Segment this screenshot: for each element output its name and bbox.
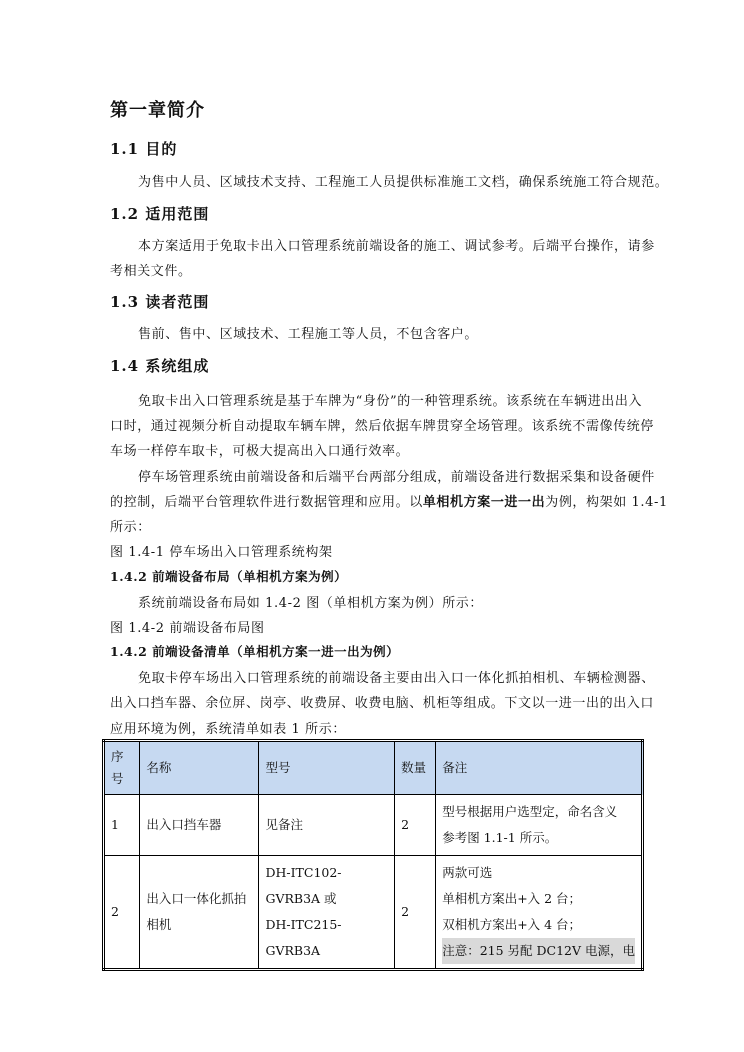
- paragraph-line: 所示：: [110, 520, 151, 535]
- section-1-3-title: 1.3 读者范围: [110, 293, 210, 311]
- section-1-4-2-list-title: 1.4.2 前端设备清单（单相机方案一进一出为例）: [110, 644, 400, 659]
- equipment-table: [102, 739, 644, 971]
- figure-caption: 图 1.4-1 停车场出入口管理系统构架: [110, 545, 333, 560]
- note-line: 双相机方案出+入 4 台；: [442, 917, 582, 932]
- paragraph-line: [110, 491, 668, 510]
- cell-no: 1: [104, 795, 140, 856]
- note-line: 型号根据用户选型定，命名含义: [442, 804, 618, 819]
- section-1-4-title: 1.4 系统组成: [110, 357, 210, 375]
- cell-note: [436, 856, 643, 970]
- paragraph-line: 免取卡出入口管理系统是基于车牌为“身份”的一种管理系统。该系统在车辆进出出入: [138, 394, 643, 409]
- paragraph-line: 车场一样停车取卡，可极大提高出入口通行效率。: [110, 444, 410, 459]
- cell-name: 出入口一体化抓拍相机: [140, 856, 259, 970]
- cell-model: [259, 856, 395, 970]
- section-1-4-2-layout-title: 1.4.2 前端设备布局（单相机方案为例）: [110, 569, 348, 584]
- paragraph-line: 口时，通过视频分析自动提取车辆车牌，然后依据车牌贯穿全场管理。该系统不需像传统停: [110, 419, 655, 434]
- table-header-row: [104, 741, 643, 795]
- header-note: 备注: [436, 741, 643, 795]
- text-segment: 的控制，后端平台管理软件进行数据管理和应用。以: [110, 495, 423, 510]
- paragraph-line: 为售中人员、区域技术支持、工程施工人员提供标准施工文档，确保系统施工符合规范。: [138, 175, 669, 190]
- paragraph-line: 售前、售中、区域技术、工程施工等人员，不包含客户。: [138, 327, 479, 342]
- model-line: DH-ITC102-GVRB3A 或: [265, 865, 342, 906]
- header-model: 型号: [259, 741, 395, 795]
- cell-no: 2: [104, 856, 140, 970]
- chapter-title: 第一章简介: [110, 100, 205, 121]
- section-1-2-title: 1.2 适用范围: [110, 205, 210, 223]
- header-no: 序号: [104, 741, 140, 795]
- section-1-1-title: 1.1 目的: [110, 140, 178, 158]
- note-line: 两款可选: [442, 865, 493, 880]
- note-line: 单相机方案出+入 2 台；: [442, 891, 582, 906]
- paragraph-line: 出入口挡车器、余位屏、岗亭、收费屏、收费电脑、机柜等组成。下文以一进一出的出入口: [110, 696, 655, 711]
- paragraph-line: 停车场管理系统由前端设备和后端平台两部分组成，前端设备进行数据采集和设备硬件: [138, 470, 655, 485]
- paragraph-line: 免取卡停车场出入口管理系统的前端设备主要由出入口一体化抓拍相机、车辆检测器、: [138, 671, 655, 686]
- model-line: DH-ITC215-GVRB3A: [265, 917, 342, 958]
- bold-text: 单相机方案一进一出: [422, 495, 546, 510]
- header-name: 名称: [140, 741, 259, 795]
- note-highlight: 注意：215 另配 DC12V 电源，电: [442, 938, 635, 964]
- paragraph-line: 系统前端设备布局如 1.4-2 图（单相机方案为例）所示：: [138, 596, 484, 611]
- paragraph-line: 本方案适用于免取卡出入口管理系统前端设备的施工、调试参考。后端平台操作，请参: [138, 239, 655, 254]
- table-row: [104, 795, 643, 856]
- figure-caption: 图 1.4-2 前端设备布局图: [110, 621, 265, 636]
- cell-qty: 2: [395, 856, 436, 970]
- note-line: 参考图 1.1-1 所示。: [442, 830, 558, 845]
- cell-qty: 2: [395, 795, 436, 856]
- header-qty: 数量: [395, 741, 436, 795]
- table-row: [104, 856, 643, 970]
- paragraph-line: 应用环境为例，系统清单如表 1 所示：: [110, 722, 346, 737]
- cell-note: [436, 795, 643, 856]
- cell-name: 出入口挡车器: [140, 795, 259, 856]
- text-segment: 为例，构架如 1.4-1: [545, 495, 668, 510]
- paragraph-line: 考相关文件。: [110, 264, 192, 279]
- cell-model: 见备注: [259, 795, 395, 856]
